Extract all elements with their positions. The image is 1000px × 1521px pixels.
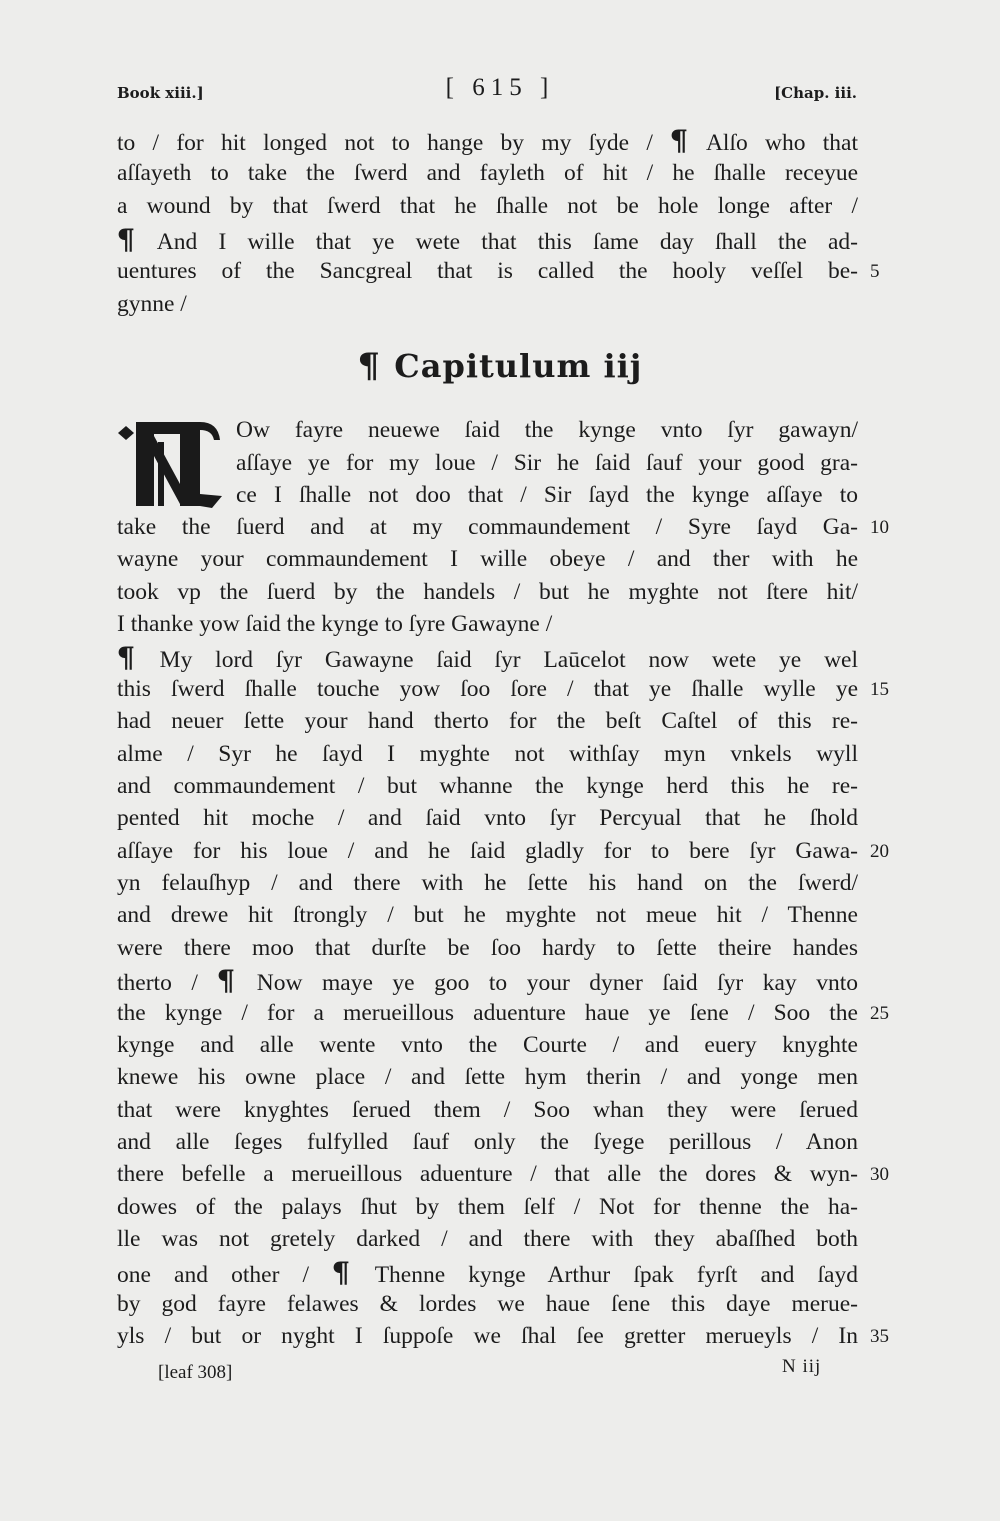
text-line: ¶ And I wille that ye wete that this ſame day ſhall the ad- (116, 223, 858, 256)
text-line: lle was not gretely darked / and there with they abaſſhed both (117, 1226, 858, 1252)
text-line: one and other / ¶ Thenne kynge Arthur ſpak fyrſt and ſayd (117, 1256, 858, 1289)
line-number: 20 (870, 841, 889, 862)
text-line: took vp the ſuerd by the handels / but he myghte not ſtere hit/ (117, 579, 858, 605)
page-number: [ 615 ] (445, 74, 555, 101)
running-head-book: Book xiii.] (117, 84, 204, 102)
text-line: Ow fayre neuewe ſaid the kynge vnto ſyr gawayn/ (236, 417, 858, 443)
running-head-chapter: [Chap. iii. (774, 84, 857, 102)
text-line: the kynge / for a merueillous aduenture haue ye ſene / Soo the (117, 1000, 858, 1026)
text-line: a wound by that ſwerd that he ſhalle not be hole longe after / (117, 193, 858, 219)
text-line: aſſaye ye for my loue / Sir he ſaid ſauf your good gra- (236, 450, 858, 476)
text-line: I thanke yow ſaid the kynge to ſyre Gawayne / (117, 611, 553, 637)
text-line: dowes of the palays ſhut by them ſelf / Not for thenne the ha- (117, 1194, 858, 1220)
text-line: kynge and alle wente vnto the Courte / and euery knyghte (117, 1032, 858, 1058)
text-line: that were knyghtes ſerued them / Soo whan they were ſerued (117, 1097, 858, 1123)
line-number: 5 (870, 261, 880, 282)
line-number: 25 (870, 1003, 889, 1024)
text-line: aſſayeth to take the ſwerd and fayleth of hit / he ſhalle receyue (117, 160, 858, 186)
text-line: knewe his owne place / and ſette hym therin / and yonge men (117, 1064, 858, 1090)
pilcrow-icon: ¶ (116, 641, 136, 674)
text-line: and alle ſeges fulfylled ſauf only the ſyege perillous / Anon (117, 1129, 858, 1155)
drop-cap-n-icon (118, 414, 230, 514)
text-line: were there moo that durſte be ſoo hardy to ſette theire handes (117, 935, 858, 961)
text-line: ¶ My lord ſyr Gawayne ſaid ſyr Laūcelot now wete ye wel (116, 641, 858, 674)
text-line: alme / Syr he ſayd I myghte not withſay myn vnkels wyll (117, 741, 858, 767)
text-line: and drewe hit ſtrongly / but he myghte not meue hit / Thenne (117, 902, 858, 928)
text-line: had neuer ſette your hand therto for the beſt Caſtel of this re- (117, 708, 858, 734)
line-number: 30 (870, 1164, 889, 1185)
pilcrow-icon: ¶ (357, 346, 381, 386)
pilcrow-icon: ¶ (216, 964, 236, 997)
pilcrow-icon: ¶ (669, 124, 689, 157)
pilcrow-icon: ¶ (331, 1256, 351, 1289)
text-line: aſſaye for his loue / and he ſaid gladly for to bere ſyr Gawa- (117, 838, 858, 864)
text-line: therto / ¶ Now maye ye goo to your dyner ſaid ſyr kay vnto (117, 964, 858, 997)
leaf-note: [leaf 308] (158, 1362, 233, 1383)
text-line: uentures of the Sancgreal that is called the hooly veſſel be- (117, 258, 858, 284)
text-line: there befelle a merueillous aduenture / that alle the dores & wyn- (117, 1161, 858, 1187)
text-line: take the ſuerd and at my commaundement / Syre ſayd Ga- (117, 514, 858, 540)
text-line: wayne your commaundement I wille obeye / and ther with he (117, 546, 858, 572)
text-line: to / for hit longed not to hange by my ſyde / ¶ Alſo who that (117, 124, 858, 157)
chapter-heading (0, 346, 1000, 386)
text-line: and commaundement / but whanne the kynge herd this he re- (117, 773, 858, 799)
text-line: this ſwerd ſhalle touche yow ſoo ſore / that ye ſhalle wylle ye (117, 676, 858, 702)
line-number: 10 (870, 517, 889, 538)
text-line: by god fayre felawes & lordes we haue ſene this daye merue- (117, 1291, 858, 1317)
text-line: gynne / (117, 291, 187, 317)
pilcrow-icon: ¶ (116, 223, 136, 256)
text-line: yls / but or nyght I ſuppoſe we ſhal ſee gretter merueyls / In (117, 1323, 858, 1349)
text-line: ce I ſhalle not doo that / Sir ſayd the kynge aſſaye to (236, 482, 858, 508)
signature-mark: N iij (782, 1356, 822, 1377)
line-number: 35 (870, 1326, 889, 1347)
text-line: yn felauſhyp / and there with he ſette his hand on the ſwerd/ (117, 870, 858, 896)
chapter-title: Capitulum iij (394, 347, 643, 385)
text-line: pented hit moche / and ſaid vnto ſyr Percyual that he ſhold (117, 805, 858, 831)
line-number: 15 (870, 679, 889, 700)
